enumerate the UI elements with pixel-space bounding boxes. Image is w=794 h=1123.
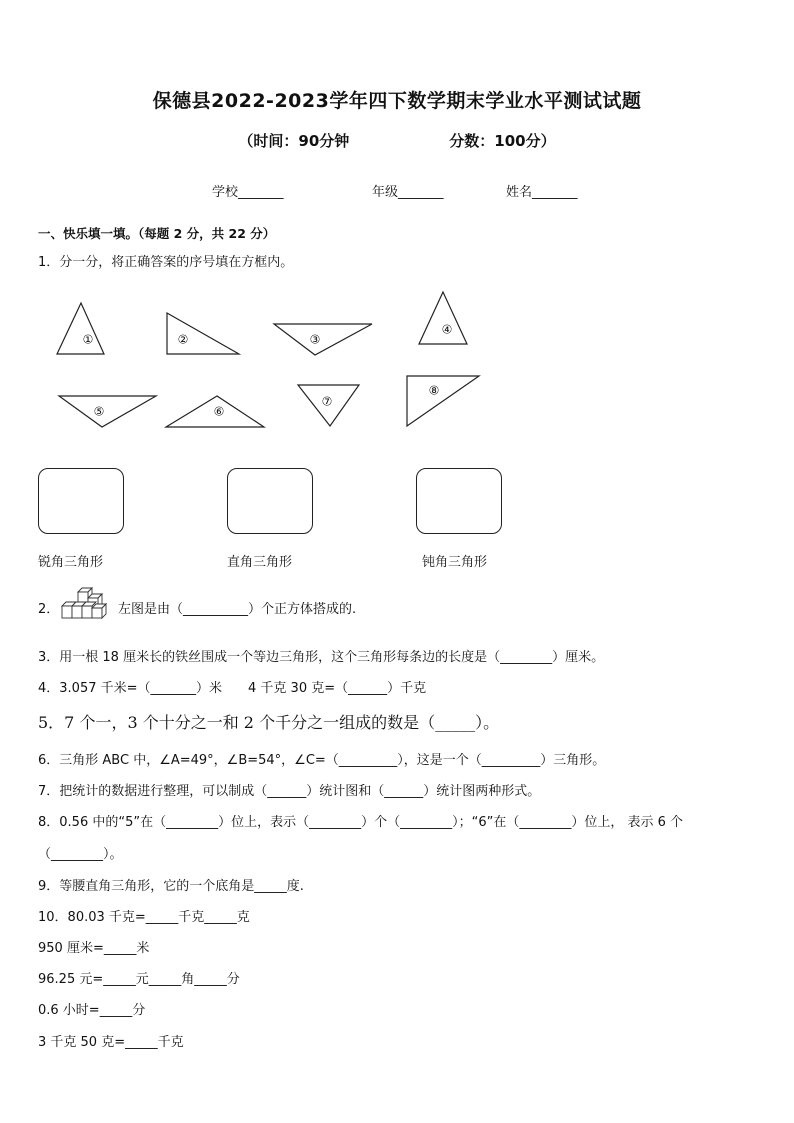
question-10-line1: 10．80.03 千克=_____千克_____克 bbox=[38, 910, 250, 925]
question-8-line2: （________）。 bbox=[38, 847, 123, 862]
answer-box-right[interactable] bbox=[227, 468, 313, 534]
question-10-line2: 950 厘米=_____米 bbox=[38, 941, 150, 956]
triangle-1 bbox=[57, 303, 104, 354]
question-9: 9．等腰直角三角形，它的一个底角是_____度. bbox=[38, 879, 304, 894]
name-field[interactable]: 姓名_______ bbox=[506, 185, 578, 200]
question-6: 6．三角形 ABC 中，∠A=49°，∠B=54°，∠C=（_________），这是一个（_________）三角形。 bbox=[38, 753, 606, 768]
triangle-5 bbox=[59, 396, 156, 427]
triangle-label-5: ⑤ bbox=[93, 404, 105, 419]
exam-score: 分数：100分） bbox=[449, 132, 556, 150]
school-field[interactable]: 学校_______ bbox=[212, 185, 284, 200]
label-obtuse: 钝角三角形 bbox=[422, 555, 488, 570]
question-10-line5: 3 千克 50 克=_____千克 bbox=[38, 1035, 184, 1050]
cube-stack-figure bbox=[58, 586, 120, 624]
triangle-label-7: ⑦ bbox=[321, 394, 333, 409]
exam-meta bbox=[0, 130, 794, 151]
answer-box-acute[interactable] bbox=[38, 468, 124, 534]
triangle-label-1: ① bbox=[82, 332, 94, 347]
triangle-label-2: ② bbox=[177, 332, 189, 347]
answer-box-obtuse[interactable] bbox=[416, 468, 502, 534]
triangle-label-3: ③ bbox=[309, 332, 321, 347]
question-10-line4: 0.6 小时=_____分 bbox=[38, 1003, 146, 1018]
page-title: 保德县2022-2023学年四下数学期末学业水平测试试题 bbox=[152, 90, 642, 112]
question-10-line3: 96.25 元=_____元_____角_____分 bbox=[38, 972, 240, 987]
label-acute: 锐角三角形 bbox=[38, 555, 104, 570]
question-4: 4．3.057 千米=（_______）米 4 千克 30 克=（______）千克 bbox=[38, 681, 427, 696]
triangle-label-6: ⑥ bbox=[213, 404, 225, 419]
triangle-3 bbox=[274, 324, 372, 355]
question-5: 5．7 个一，3 个十分之一和 2 个千分之一组成的数是（_____）。 bbox=[38, 713, 500, 732]
triangles-figure bbox=[0, 285, 794, 435]
section-heading: 一、快乐填一填。（每题 2 分，共 22 分） bbox=[38, 226, 276, 241]
label-right: 直角三角形 bbox=[227, 555, 293, 570]
question-2-number: 2． bbox=[38, 602, 60, 617]
question-3: 3．用一根 18 厘米长的铁丝围成一个等边三角形，这个三角形每条边的长度是（________）厘米。 bbox=[38, 650, 605, 665]
triangle-8 bbox=[407, 376, 479, 426]
question-1: 1．分一分，将正确答案的序号填在方框内。 bbox=[38, 255, 294, 270]
question-8-line1: 8．0.56 中的“5”在（________）位上，表示（________）个（________）；“6”在（________）位上， 表示 6 个 bbox=[38, 815, 683, 830]
question-7: 7．把统计的数据进行整理，可以制成（______）统计图和（______）统计图两种形式。 bbox=[38, 784, 541, 799]
exam-time: （时间：90分钟 bbox=[238, 132, 350, 150]
triangle-label-4: ④ bbox=[441, 322, 453, 337]
question-2: 左图是由（__________）个正方体搭成的. bbox=[118, 602, 357, 617]
grade-field[interactable]: 年级_______ bbox=[372, 185, 444, 200]
triangle-label-8: ⑧ bbox=[428, 383, 440, 398]
